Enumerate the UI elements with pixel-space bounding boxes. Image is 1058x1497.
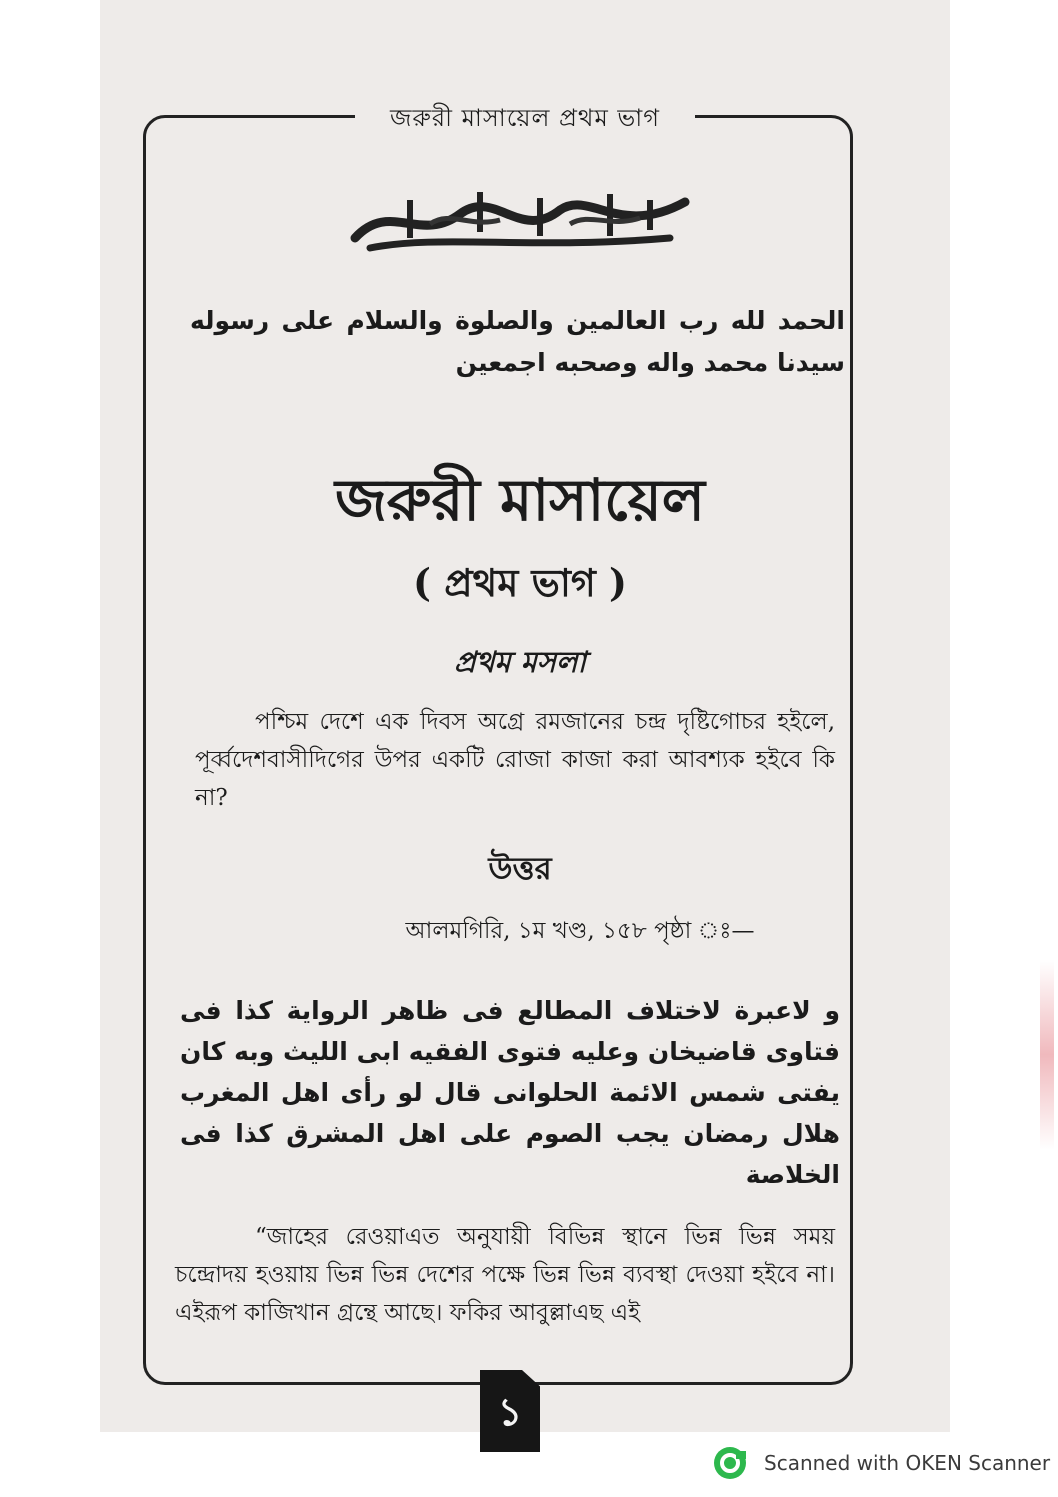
arabic-invocation: الحمد لله رب العالمين والصلوة والسلام على رسوله سيدنا محمد واله وصحبه اجمعين xyxy=(190,306,845,377)
edge-mark xyxy=(1040,960,1054,1150)
bismillah-calligraphy xyxy=(350,180,690,256)
page-number: ১ xyxy=(497,1389,523,1434)
translation-paragraph: “জাহের রেওয়াএত অনুযায়ী বিভিন্ন স্থানে ভিন্ন ভিন্ন সময় চন্দ্রোদয় হওয়ায় ভিন্ন ভিন্ন দেশের পক্ষে ভিন্ন ভিন্ন ব্যবস্থা দেওয়া হইবে না। এইরূপ কাজিখান গ্রন্থে আছে। ফকির আবুল্লাএছ এই xyxy=(175,1224,835,1326)
scanner-watermark xyxy=(712,1445,1050,1481)
reference-line: আলমগিরি, ১ম খণ্ড, ১৫৮ পৃষ্ঠা ঃ— xyxy=(405,918,755,944)
part-label: ( প্রথম ভাগ ) xyxy=(413,560,627,605)
arabic-quote: و لاعبرة لاختلاف المطالع فى ظاهر الرواية كذا فى فتاوى قاضيخان وعليه فتوى الفقيه ابى الليث وبه كان يفتى شمس الائمة الحلوانى قال لو رأى اهل المغرب هلال رمضان يجب الصوم على اهل المشرق كذا فى الخلاصة xyxy=(180,996,840,1189)
oken-scanner-logo-icon xyxy=(712,1445,748,1481)
book-title: জরুরী মাসায়েল xyxy=(335,466,705,534)
answer-heading: উত্তর xyxy=(488,851,552,887)
running-head: জরুরী মাসায়েল প্রথম ভাগ xyxy=(355,96,695,140)
question-paragraph: পশ্চিম দেশে এক দিবস অগ্রে রমজানের চন্দ্র দৃষ্টিগোচর হইলে, পূর্ব্বদেশবাসীদিগের উপর একটি রোজা কাজা করা আবশ্যক হইবে কি না? xyxy=(195,709,835,811)
masala-heading: প্রথম মসলা xyxy=(454,645,586,679)
scanner-text: Scanned with OKEN Scanner xyxy=(764,1451,1051,1475)
